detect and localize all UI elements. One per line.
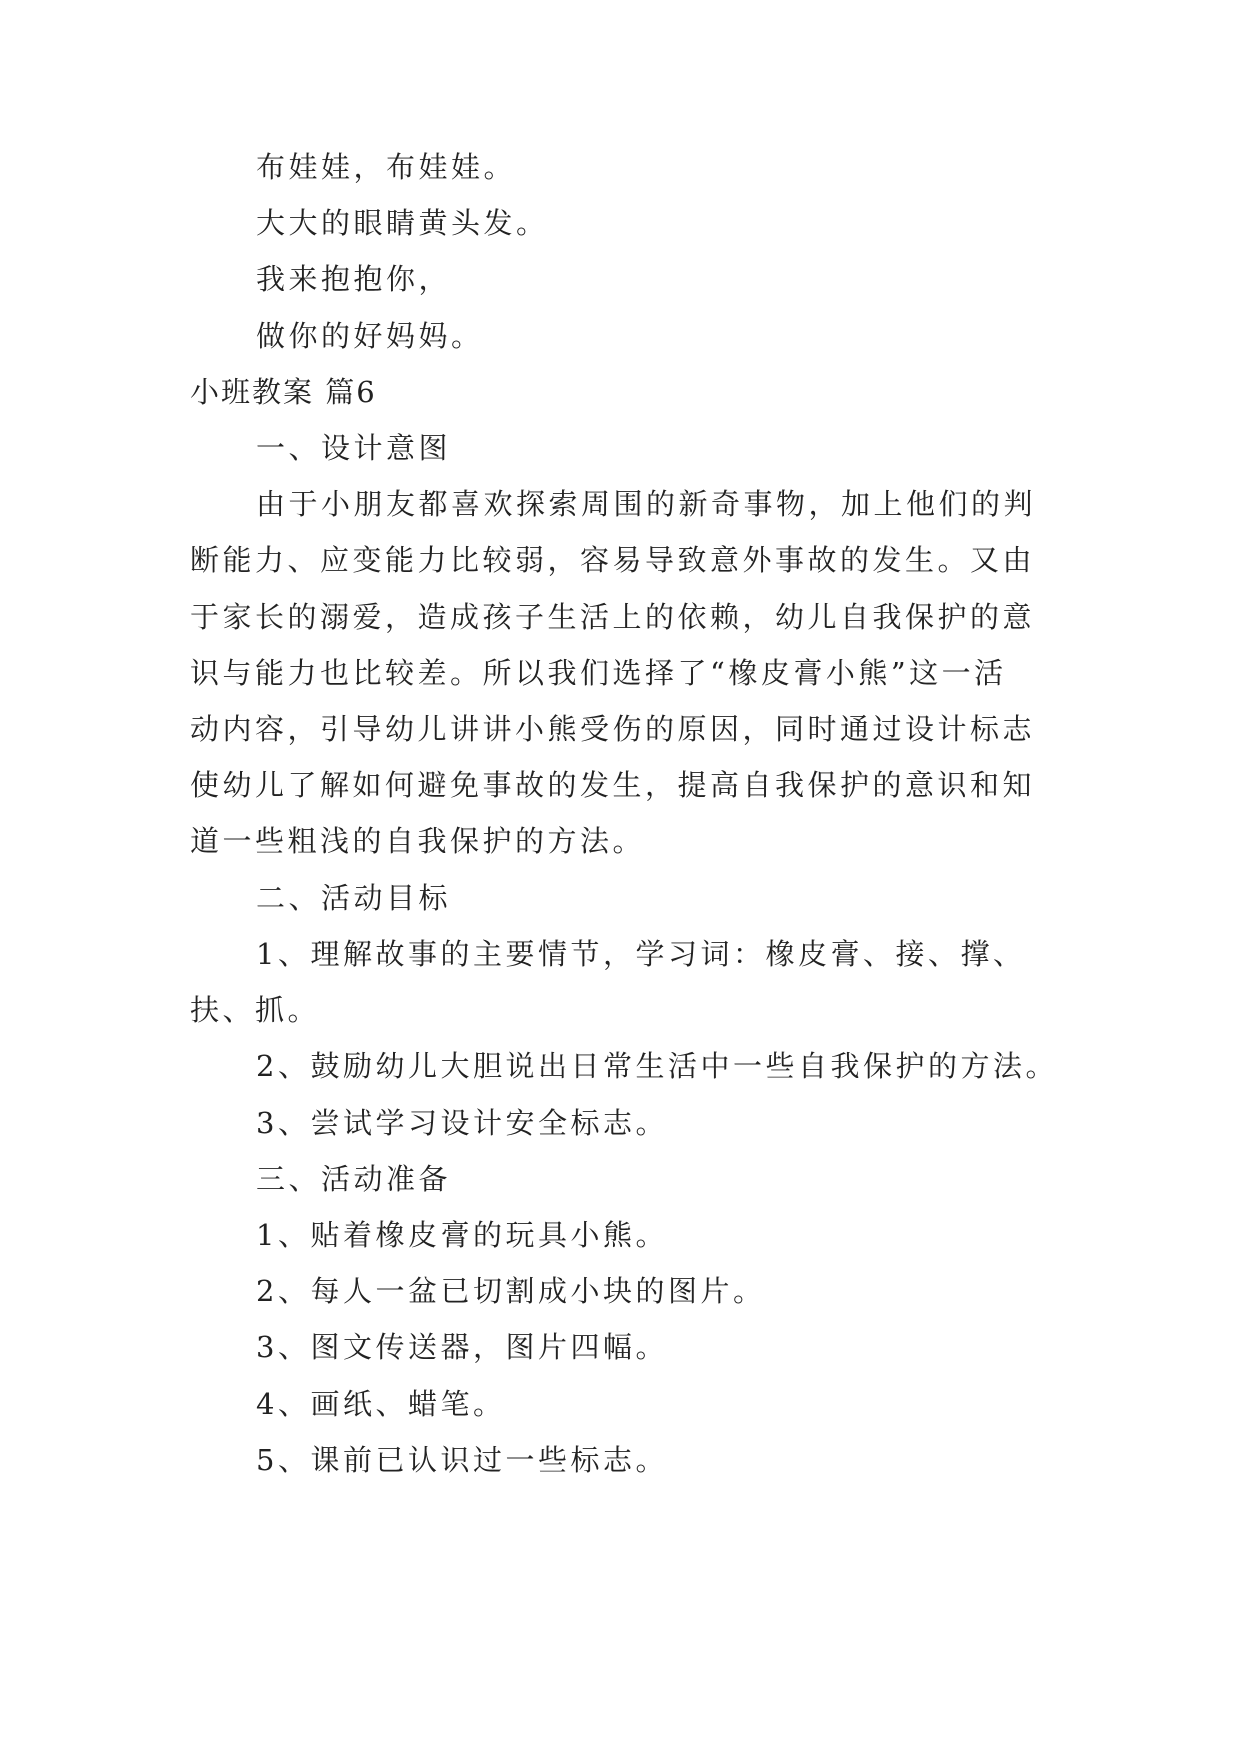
- paragraph-line: 由于小朋友都喜欢探索周围的新奇事物，加上他们的判: [256, 487, 1037, 521]
- list-item: 1、贴着橡皮膏的玩具小熊。: [256, 1218, 668, 1252]
- list-item: 4、画纸、蜡笔。: [256, 1387, 506, 1421]
- section-heading: 三、活动准备: [256, 1162, 452, 1196]
- paragraph-line: 断能力、应变能力比较弱，容易导致意外事故的发生。又由: [190, 543, 1036, 577]
- list-item: 2、鼓励幼儿大胆说出日常生活中一些自我保护的方法。: [256, 1049, 1058, 1083]
- paragraph-line: 使幼儿了解如何避免事故的发生，提高自我保护的意识和知: [190, 768, 1036, 802]
- list-item: 3、尝试学习设计安全标志。: [256, 1106, 668, 1140]
- list-item: 2、每人一盆已切割成小块的图片。: [256, 1274, 766, 1308]
- paragraph-line: 识与能力也比较差。所以我们选择了“橡皮膏小熊”这一活: [190, 656, 1007, 690]
- poem-line: 大大的眼睛黄头发。: [256, 206, 549, 240]
- list-item-continuation: 扶、抓。: [190, 993, 321, 1027]
- poem-line: 做你的好妈妈。: [256, 319, 484, 353]
- list-item: 1、理解故事的主要情节，学习词：橡皮膏、接、撑、: [256, 937, 1026, 971]
- poem-line: 布娃娃，布娃娃。: [256, 150, 517, 184]
- section-heading: 一、设计意图: [256, 431, 452, 465]
- paragraph-line: 于家长的溺爱，造成孩子生活上的依赖，幼儿自我保护的意: [190, 600, 1036, 634]
- paragraph-line: 道一些粗浅的自我保护的方法。: [190, 824, 646, 858]
- section-heading: 二、活动目标: [256, 881, 452, 915]
- poem-line: 我来抱抱你，: [256, 262, 452, 296]
- section-title: 小班教案 篇6: [190, 375, 377, 409]
- list-item: 5、课前已认识过一些标志。: [256, 1443, 668, 1477]
- list-item: 3、图文传送器，图片四幅。: [256, 1330, 668, 1364]
- paragraph-line: 动内容，引导幼儿讲讲小熊受伤的原因，同时通过设计标志: [190, 712, 1036, 746]
